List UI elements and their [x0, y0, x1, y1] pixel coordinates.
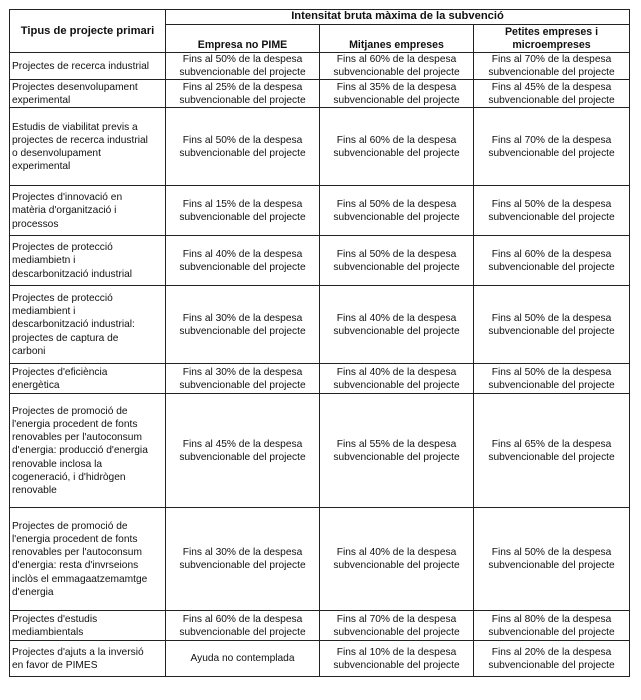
table-row: [10, 236, 630, 286]
intensity-text-line: Fins al 30% de la despesa: [182, 547, 303, 559]
intensity-text-line: Fins al 20% de la despesa: [491, 646, 612, 658]
header-intensity: Intensitat bruta màxima de la subvenció: [166, 10, 630, 25]
table-row: [10, 364, 630, 394]
intensity-text-line: subvencionable del projecte: [179, 94, 306, 106]
project-type-cell: [10, 236, 166, 286]
project-type-line: descarbonització industrial:: [12, 319, 135, 331]
intensity-text-line: subvencionable del projecte: [333, 379, 460, 391]
intensity-cell-small: [474, 80, 630, 108]
project-type-line: projectes de recerca industrial: [12, 134, 148, 146]
project-type-cell: [10, 186, 166, 236]
project-type-cell: [10, 108, 166, 186]
project-type-line: o desenvolupament: [12, 147, 101, 159]
intensity-cell-small: [474, 611, 630, 641]
intensity-cell-medium: [320, 394, 474, 508]
project-type-line: renovables per l'autoconsum: [12, 547, 142, 559]
project-type-line: experimental: [12, 94, 71, 106]
intensity-text-line: subvencionable del projecte: [333, 211, 460, 223]
intensity-text-line: Fins al 50% de la despesa: [491, 366, 612, 378]
project-type-line: Projectes d'innovació en: [12, 192, 123, 204]
intensity-cell-non-sme: [166, 186, 320, 236]
intensity-cell-non-sme: [166, 394, 320, 508]
table-row: [10, 80, 630, 108]
intensity-text-line: Fins al 25% de la despesa: [182, 81, 303, 93]
intensity-text-line: Fins al 70% de la despesa: [336, 613, 457, 625]
intensity-text-line: Fins al 60% de la despesa: [491, 248, 612, 260]
intensity-cell-small: [474, 108, 630, 186]
project-type-cell: [10, 508, 166, 611]
intensity-text-line: subvencionable del projecte: [333, 147, 460, 159]
intensity-text-line: subvencionable del projecte: [488, 659, 615, 671]
intensity-text-line: subvencionable del projecte: [488, 451, 615, 463]
project-type-line: Estudis de viabilitat previs a: [12, 121, 138, 133]
project-type-line: Projectes de protecció: [12, 292, 113, 304]
project-type-line: en favor de PIMES: [12, 659, 98, 671]
intensity-text-line: Ayuda no contemplada: [190, 653, 295, 665]
intensity-text-line: Fins al 50% de la despesa: [336, 248, 457, 260]
intensity-text-line: subvencionable del projecte: [488, 325, 615, 337]
project-type-line: projectes de captura de: [12, 332, 119, 344]
table-body: [10, 53, 630, 677]
intensity-cell-medium: [320, 364, 474, 394]
header-medium: Mitjanes empreses: [320, 25, 474, 53]
intensity-cell-medium: [320, 80, 474, 108]
intensity-text-line: subvencionable del projecte: [179, 379, 306, 391]
project-type-line: Projectes de protecció: [12, 242, 113, 254]
intensity-cell-non-sme: [166, 611, 320, 641]
intensity-text-line: Fins al 40% de la despesa: [336, 366, 457, 378]
subsidy-intensity-table: [9, 9, 630, 677]
table-row: [10, 108, 630, 186]
project-type-line: Projectes d'ajuts a la inversió: [12, 646, 144, 658]
project-type-line: energètica: [12, 379, 60, 391]
project-type-line: Projectes desenvolupament: [12, 81, 138, 93]
intensity-text-line: subvencionable del projecte: [488, 626, 615, 638]
project-type-line: d'energia: resta d'invrseions: [12, 560, 139, 572]
intensity-text-line: Fins al 50% de la despesa: [491, 312, 612, 324]
intensity-cell-non-sme: [166, 364, 320, 394]
table-row: [10, 186, 630, 236]
project-type-line: mediambietn i: [12, 255, 76, 267]
intensity-text-line: Fins al 80% de la despesa: [491, 613, 612, 625]
intensity-text-line: Fins al 70% de la despesa: [491, 54, 612, 65]
intensity-cell-medium: [320, 611, 474, 641]
intensity-cell-non-sme: [166, 286, 320, 364]
intensity-text-line: subvencionable del projecte: [179, 325, 306, 337]
intensity-text-line: subvencionable del projecte: [179, 67, 306, 79]
intensity-text-line: Fins al 50% de la despesa: [182, 54, 303, 65]
intensity-text-line: Fins al 60% de la despesa: [182, 613, 303, 625]
intensity-cell-non-sme: [166, 53, 320, 80]
intensity-cell-non-sme: [166, 236, 320, 286]
project-type-cell: [10, 364, 166, 394]
header-project-type: Tipus de projecte primari: [10, 10, 166, 53]
intensity-text-line: Fins al 65% de la despesa: [491, 438, 612, 450]
intensity-text-line: Fins al 60% de la despesa: [336, 54, 457, 65]
intensity-text-line: subvencionable del projecte: [488, 211, 615, 223]
project-type-line: descarbonització industrial: [12, 268, 133, 280]
header-small: [474, 25, 630, 53]
intensity-cell-small: [474, 394, 630, 508]
intensity-text-line: subvencionable del projecte: [488, 560, 615, 572]
project-type-cell: [10, 80, 166, 108]
intensity-text-line: subvencionable del projecte: [179, 261, 306, 273]
intensity-text-line: subvencionable del projecte: [179, 147, 306, 159]
intensity-text-line: subvencionable del projecte: [488, 67, 615, 79]
intensity-text-line: Fins al 45% de la despesa: [491, 81, 612, 93]
intensity-text-line: subvencionable del projecte: [488, 261, 615, 273]
intensity-text-line: Fins al 30% de la despesa: [182, 366, 303, 378]
project-type-cell: [10, 611, 166, 641]
intensity-text-line: Fins al 55% de la despesa: [336, 438, 457, 450]
intensity-text-line: subvencionable del projecte: [488, 379, 615, 391]
project-type-line: processos: [12, 218, 59, 230]
project-type-line: matèria d'organització i: [12, 205, 117, 217]
intensity-cell-medium: [320, 53, 474, 80]
intensity-text-line: subvencionable del projecte: [333, 659, 460, 671]
project-type-line: cogeneració, i d'hidrògen: [12, 471, 126, 483]
table-row: [10, 508, 630, 611]
intensity-cell-small: [474, 286, 630, 364]
intensity-cell-medium: [320, 286, 474, 364]
project-type-line: renovable: [12, 484, 57, 496]
project-type-line: Projectes de promoció de: [12, 520, 128, 532]
project-type-line: d'energia: producció d'energia: [12, 445, 148, 457]
intensity-cell-small: [474, 186, 630, 236]
intensity-cell-medium: [320, 186, 474, 236]
intensity-text-line: Fins al 45% de la despesa: [182, 438, 303, 450]
header-small-line1: Petites empreses i: [504, 25, 599, 38]
project-type-line: experimental: [12, 161, 71, 173]
intensity-text-line: subvencionable del projecte: [333, 626, 460, 638]
table-row: [10, 53, 630, 80]
intensity-text-line: subvencionable del projecte: [488, 147, 615, 159]
header-small-line2: microempreses: [512, 38, 591, 51]
intensity-text-line: subvencionable del projecte: [333, 94, 460, 106]
intensity-text-line: Fins al 60% de la despesa: [336, 134, 457, 146]
intensity-text-line: Fins al 50% de la despesa: [336, 198, 457, 210]
project-type-line: carboni: [12, 345, 46, 357]
table-row: [10, 394, 630, 508]
intensity-text-line: Fins al 70% de la despesa: [491, 134, 612, 146]
project-type-line: l'energia procedent de fonts: [12, 534, 138, 545]
intensity-text-line: Fins al 50% de la despesa: [491, 547, 612, 559]
intensity-text-line: Fins al 35% de la despesa: [336, 81, 457, 93]
project-type-line: mediambientals: [12, 626, 84, 638]
intensity-text-line: subvencionable del projecte: [333, 67, 460, 79]
intensity-cell-medium: [320, 108, 474, 186]
intensity-cell-small: [474, 53, 630, 80]
intensity-text-line: subvencionable del projecte: [179, 451, 306, 463]
intensity-cell-non-sme: [166, 80, 320, 108]
intensity-text-line: Fins al 50% de la despesa: [182, 134, 303, 146]
intensity-cell-small: [474, 508, 630, 611]
intensity-cell-medium: [320, 236, 474, 286]
intensity-text-line: Fins al 40% de la despesa: [336, 312, 457, 324]
intensity-cell-non-sme: [166, 508, 320, 611]
table-row: [10, 641, 630, 677]
intensity-text-line: subvencionable del projecte: [488, 94, 615, 106]
intensity-text-line: subvencionable del projecte: [179, 211, 306, 223]
intensity-cell-non-sme: [166, 108, 320, 186]
intensity-text-line: subvencionable del projecte: [333, 325, 460, 337]
intensity-text-line: subvencionable del projecte: [179, 560, 306, 572]
intensity-text-line: subvencionable del projecte: [333, 451, 460, 463]
project-type-line: Projectes d'eficiència: [12, 366, 108, 378]
intensity-text-line: Fins al 40% de la despesa: [182, 248, 303, 260]
project-type-line: Projectes d'estudis: [12, 613, 98, 625]
intensity-cell-small: [474, 641, 630, 677]
intensity-text-line: Fins al 50% de la despesa: [491, 198, 612, 210]
intensity-text-line: subvencionable del projecte: [333, 261, 460, 273]
intensity-text-line: Fins al 40% de la despesa: [336, 547, 457, 559]
project-type-cell: [10, 286, 166, 364]
project-type-line: Projectes de recerca industrial: [12, 60, 150, 72]
project-type-cell: [10, 53, 166, 80]
project-type-line: Projectes de promoció de: [12, 405, 128, 417]
project-type-line: inclòs el emmagaatzemamtge: [12, 573, 148, 585]
intensity-text-line: Fins al 10% de la despesa: [336, 646, 457, 658]
intensity-cell-medium: [320, 508, 474, 611]
table-row: [10, 286, 630, 364]
intensity-cell-small: [474, 236, 630, 286]
header-non-sme: Empresa no PIME: [166, 25, 320, 53]
project-type-line: renovables per l'autoconsum: [12, 432, 142, 444]
project-type-cell: [10, 394, 166, 508]
table-row: [10, 611, 630, 641]
intensity-text-line: subvencionable del projecte: [179, 626, 306, 638]
project-type-line: renovable inclosa la: [12, 458, 103, 470]
intensity-cell-non-sme: [166, 641, 320, 677]
intensity-text-line: subvencionable del projecte: [333, 560, 460, 572]
intensity-cell-medium: [320, 641, 474, 677]
project-type-cell: [10, 641, 166, 677]
project-type-line: d'energia: [12, 586, 54, 598]
intensity-text-line: Fins al 30% de la despesa: [182, 312, 303, 324]
intensity-text-line: Fins al 15% de la despesa: [182, 198, 303, 210]
project-type-line: l'energia procedent de fonts: [12, 418, 138, 430]
project-type-line: mediambient i: [12, 306, 76, 318]
intensity-cell-small: [474, 364, 630, 394]
